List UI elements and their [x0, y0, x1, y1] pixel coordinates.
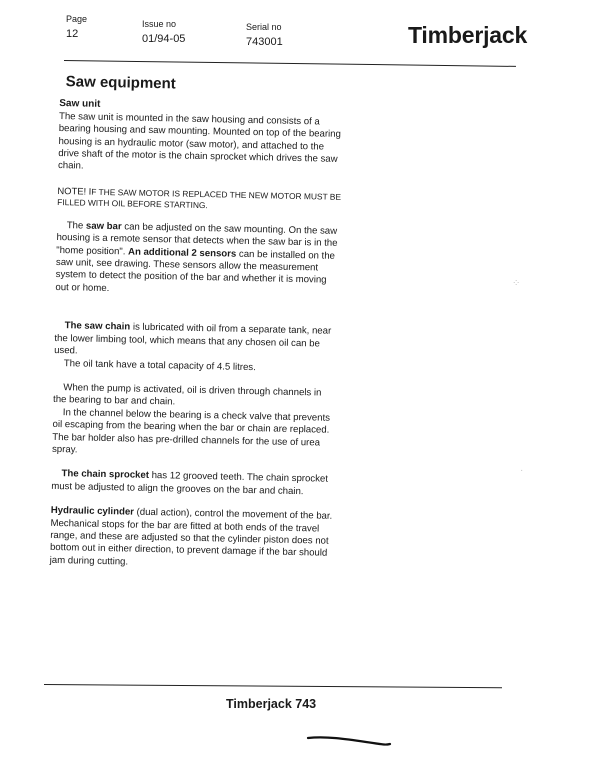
section-subtitle: Saw unit: [59, 98, 101, 111]
serial-label: Serial no: [246, 22, 282, 32]
page-number-block: [66, 14, 87, 40]
saw-bar-text-a: The: [66, 220, 87, 232]
page-header: [66, 12, 526, 64]
saw-chain-text: is lubricated with oil from a separate tank, near the lower limbing tool, which means that any chosen oil can be used.: [54, 321, 332, 357]
scan-speck: ·: [520, 465, 524, 476]
note-lead: NOTE! I: [57, 184, 92, 197]
page-title: Saw equipment: [65, 73, 176, 93]
saw-bar-term: saw bar: [85, 220, 122, 233]
saw-bar-text-b: can be adjusted on the saw mounting. On the saw housing is a remote sensor that detects when the saw bar is in the "home position".: [56, 221, 338, 258]
serial-value: 743001: [246, 36, 283, 48]
paragraph-oil-tank: The oil tank have a total capacity of 4.5 litres.: [63, 357, 256, 373]
chain-sprocket-term: The chain sprocket: [61, 468, 150, 482]
paragraph-chain-sprocket: [51, 468, 335, 499]
hydraulic-cylinder-text: (dual action), control the movement of the bar. Mechanical stops for the bar are fitted at both ends of the travel range, and these are adjusted so that the cylinder piston does not bottom out in either direction, to prevent damage if the bar should jam during cutting.: [49, 506, 333, 568]
paragraph-hydraulic-cylinder: [50, 505, 335, 573]
saw-chain-term: The saw chain: [64, 320, 131, 333]
serial-number-block: [246, 22, 283, 48]
issue-number-block: [142, 19, 185, 45]
footer-divider: [44, 684, 502, 688]
saw-bar-text-c: can be installed on the saw unit, see drawing. These sensors allow the measurement system to detect the position of the bar and whether it is moving out or home.: [55, 248, 336, 294]
document-body: [49, 70, 344, 585]
paragraph-pump: When the pump is activated, oil is driven through channels in the bearing to bar and chain.: [52, 382, 322, 408]
note-paragraph: [57, 185, 341, 214]
brand-logo: Timberjack: [408, 22, 528, 48]
page-value: 12: [66, 28, 79, 40]
paragraph-saw-chain: [54, 320, 339, 363]
paragraph-saw-unit: The saw unit is mounted in the saw housing and consists of a bearing housing and saw mounting. Mounted on top of the bearing housing is an hydraulic motor (saw motor), and attached to the drive shaft of the motor is the chain sprocket which drives the saw chain.: [57, 110, 341, 172]
hydraulic-cylinder-term: Hydraulic cylinder: [50, 505, 135, 518]
additional-sensors-term: An additional 2 sensors: [127, 246, 237, 260]
scan-speck: ⁘: [512, 278, 521, 289]
issue-value: 01/94-05: [142, 33, 186, 45]
note-text: F THE SAW MOTOR IS REPLACED THE NEW MOTOR MUST BE FILLED WITH OIL BEFORE STARTING.: [57, 186, 342, 210]
issue-label: Issue no: [142, 19, 177, 29]
page-label: Page: [66, 14, 88, 24]
paragraph-check-valve: In the channel below the bearing is a check valve that prevents oil escaping from the bearing when the bar or chain are replaced. The bar holder also has pre-drilled channels for the use of urea spray.: [51, 406, 331, 456]
footer-model-label: Timberjack 743: [226, 697, 317, 711]
pen-stroke-mark: [306, 733, 392, 747]
chain-sprocket-text: has 12 grooved teeth. The chain sprocket must be adjusted to align the grooves on the bar and chain.: [51, 470, 329, 497]
paragraph-saw-bar: [55, 220, 340, 300]
